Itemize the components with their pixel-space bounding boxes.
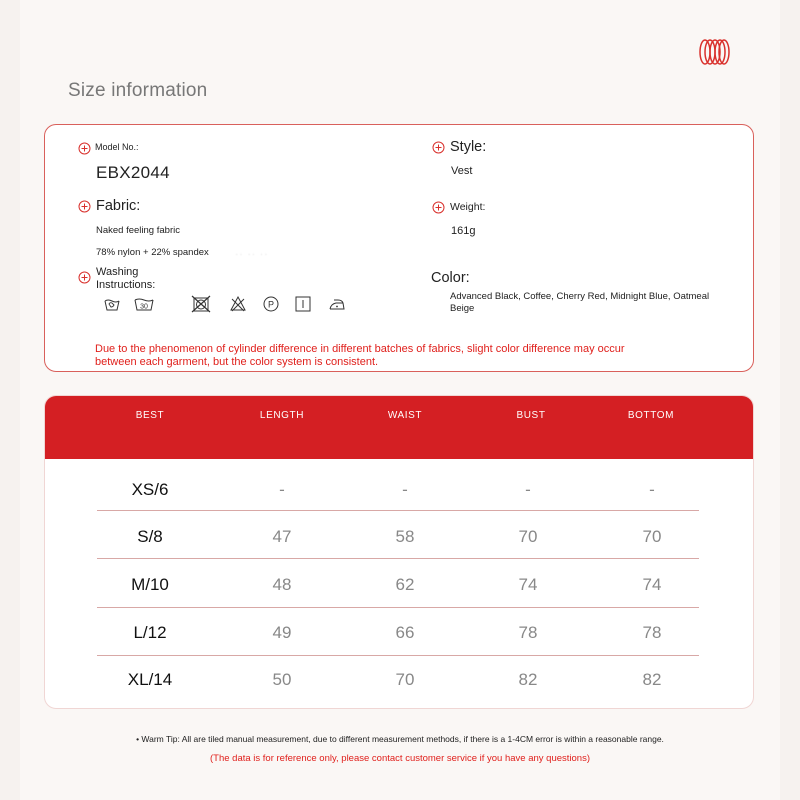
bottom-cell: 74 bbox=[642, 575, 662, 594]
bust-cell: 82 bbox=[518, 670, 538, 689]
table-row bbox=[45, 609, 753, 657]
hand-wash-icon bbox=[103, 295, 121, 313]
length-cell: 47 bbox=[272, 527, 292, 546]
header-bust: BUST bbox=[516, 410, 546, 421]
style-value: Vest bbox=[451, 165, 473, 177]
line-dry-icon bbox=[294, 295, 312, 313]
washing-label-line-1: Washing bbox=[96, 266, 139, 278]
reference-notice: (The data is for reference only, please contact customer service if you have any questions) bbox=[209, 753, 590, 764]
size-cell: L/12 bbox=[133, 623, 167, 642]
row-divider bbox=[97, 558, 699, 559]
page-title: Size information bbox=[68, 80, 208, 101]
plus-circle-icon bbox=[78, 142, 91, 155]
size-cell: S/8 bbox=[137, 527, 163, 546]
plus-circle-icon bbox=[78, 200, 91, 213]
rings-logo-icon bbox=[698, 38, 730, 66]
bust-cell: 70 bbox=[518, 527, 538, 546]
waist-cell: 70 bbox=[395, 670, 415, 689]
table-row bbox=[45, 656, 753, 704]
header-bottom: BOTTOM bbox=[627, 410, 675, 421]
plus-circle-icon bbox=[432, 201, 445, 214]
waist-cell: 62 bbox=[395, 575, 415, 594]
bottom-cell: - bbox=[649, 480, 655, 499]
dry-clean-letter: P bbox=[267, 299, 275, 310]
color-difference-notice: Due to the phenomenon of cylinder difference in different batches of fabrics, slight color difference may occur between each garment, but the color system is consistent. bbox=[95, 343, 625, 368]
size-table-header bbox=[45, 396, 753, 459]
length-cell: - bbox=[279, 480, 285, 499]
fabric-label: Fabric: bbox=[96, 198, 141, 214]
plus-circle-icon bbox=[432, 141, 445, 154]
header-waist: WAIST bbox=[387, 410, 423, 421]
fabric-line-1: Naked feeling fabric bbox=[96, 225, 180, 236]
model-label: Model No.: bbox=[95, 142, 139, 152]
weight-label: Weight: bbox=[450, 201, 486, 213]
do-not-tumble-dry-icon bbox=[191, 295, 211, 313]
size-cell: XS/6 bbox=[131, 480, 169, 499]
weight-value: 161g bbox=[451, 225, 476, 237]
style-label: Style: bbox=[450, 139, 487, 155]
table-row bbox=[45, 561, 753, 609]
table-row bbox=[45, 513, 753, 561]
warm-tip: • Warm Tip: All are tiled manual measurement, due to different measurement methods, if there is a 1-4CM error is within a reasonable range. bbox=[136, 734, 664, 744]
color-label: Color: bbox=[431, 270, 470, 286]
model-value: EBX2044 bbox=[96, 163, 170, 182]
waist-cell: 66 bbox=[395, 623, 415, 642]
bust-cell: 78 bbox=[518, 623, 538, 642]
wash-30-icon bbox=[133, 295, 155, 313]
dry-clean-p-icon bbox=[262, 295, 280, 313]
fabric-line-2: 78% nylon + 22% spandex bbox=[96, 247, 209, 258]
plus-circle-icon bbox=[78, 271, 91, 284]
bottom-cell: 78 bbox=[642, 623, 662, 642]
length-cell: 50 bbox=[272, 670, 292, 689]
waist-cell: - bbox=[402, 480, 408, 499]
bottom-cell: 82 bbox=[642, 670, 662, 689]
product-info-card bbox=[44, 124, 754, 372]
table-row bbox=[45, 466, 753, 514]
color-value: Advanced Black, Coffee, Cherry Red, Midnight Blue, Oatmeal Beige bbox=[450, 291, 710, 314]
length-cell: 49 bbox=[272, 623, 292, 642]
size-cell: M/10 bbox=[131, 575, 169, 594]
bottom-cell: 70 bbox=[642, 527, 662, 546]
iron-low-icon bbox=[327, 295, 347, 313]
bust-cell: - bbox=[525, 480, 531, 499]
washing-label-line-2: Instructions: bbox=[96, 279, 156, 291]
waist-cell: 58 bbox=[395, 527, 415, 546]
length-cell: 48 bbox=[272, 575, 292, 594]
row-divider bbox=[97, 607, 699, 608]
size-table bbox=[44, 395, 754, 709]
header-best: BEST bbox=[135, 410, 165, 421]
bust-cell: 74 bbox=[518, 575, 538, 594]
row-divider bbox=[97, 510, 699, 511]
do-not-bleach-icon bbox=[229, 295, 247, 313]
header-length: LENGTH bbox=[259, 410, 305, 421]
wash-temp-text: 30 bbox=[140, 303, 148, 311]
blurred-watermark-text: ·· ·· ·· bbox=[235, 249, 269, 260]
size-cell: XL/14 bbox=[127, 670, 173, 689]
